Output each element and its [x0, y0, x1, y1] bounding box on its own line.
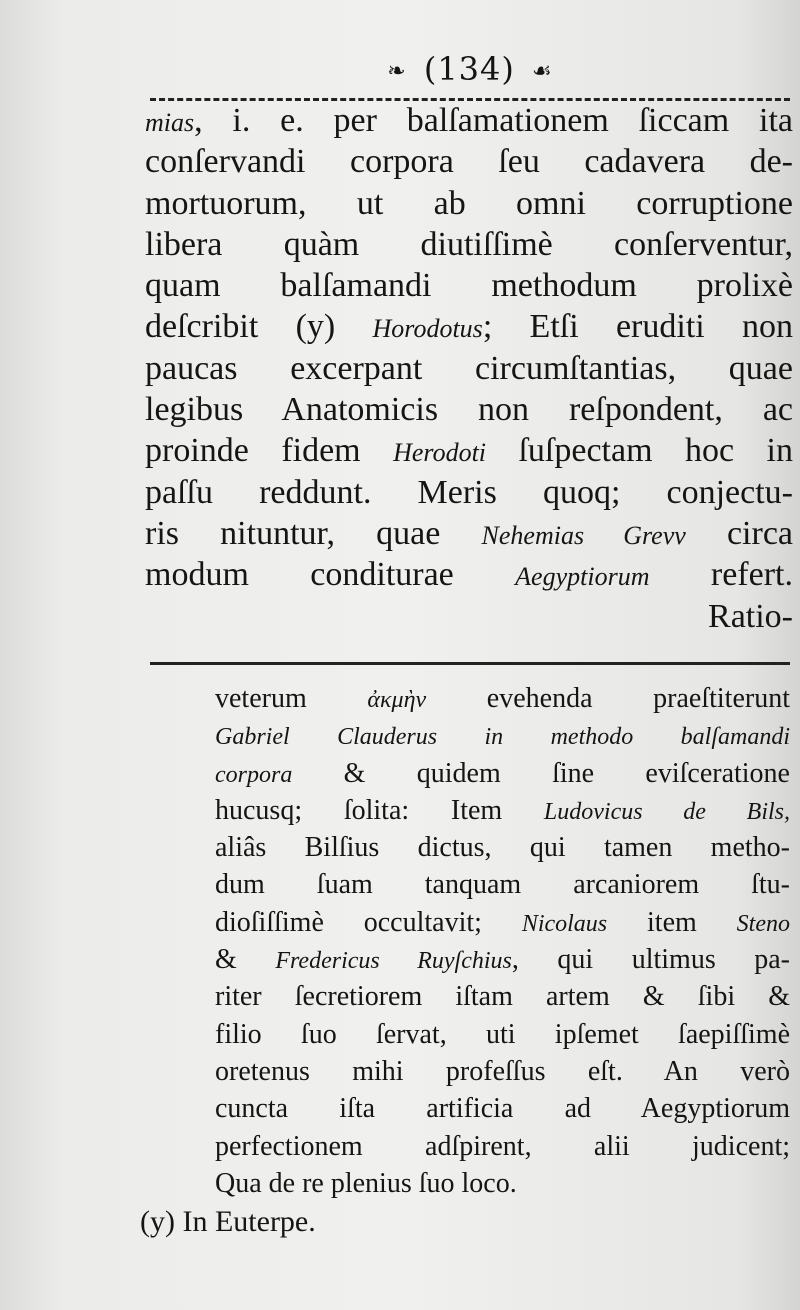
left-ornament-icon: ❧ — [387, 59, 407, 84]
footnote-line: dum ſuam tanquam arcaniorem ſtu- — [215, 869, 790, 901]
footnote-line: dioſiſſimè occultavit; Nicolaus item Steno — [215, 906, 790, 938]
footnote-text — [215, 680, 790, 1202]
text-line: paucas excerpant circumſtantias, quae — [145, 349, 793, 387]
footnote-rule — [150, 662, 790, 665]
text-line: modum conditurae Aegyptiorum refert. — [145, 556, 793, 594]
text-line: ris nituntur, quae Nehemias Grevv circa — [145, 514, 793, 552]
footnote-line: aliâs Bilſius dictus, qui tamen metho- — [215, 832, 790, 864]
footnote-line: Gabriel Clauderus in methodo balſamandi — [215, 724, 790, 751]
footnote-line: Qua de re plenius ſuo loco. — [215, 1167, 517, 1199]
text-line: proinde fidem Herodoti ſuſpectam hoc in — [145, 432, 793, 470]
text-line: libera quàm diutiſſimè conſerventur, — [145, 225, 793, 263]
text-line: legibus Anatomicis non reſpondent, ac — [145, 391, 793, 429]
footnote-line: perfectionem adſpirent, alii judicent; — [215, 1130, 790, 1162]
footnote-line: & Fredericus Ruyſchius, qui ultimus pa- — [215, 944, 791, 976]
footnote-line: corpora & quidem ſine eviſceratione — [215, 757, 790, 789]
text-line: conſervandi corpora ſeu cadavera de- — [145, 143, 793, 181]
text-line: quam balſamandi methodum prolixè — [145, 267, 793, 305]
footnote-line: riter ſecretiorem iſtam artem & ſibi & — [215, 981, 790, 1013]
text-line: mortuorum, ut ab omni corruptione — [145, 184, 793, 222]
footnote-line: hucusq; ſolita: Item Ludovicus de Bils, — [215, 794, 790, 826]
text-line: deſcribit (y) Horodotus; Etſi eruditi non — [145, 308, 793, 346]
page-header — [150, 50, 790, 90]
footnote-reference: (y) In Euterpe. — [140, 1205, 316, 1238]
main-text — [145, 100, 793, 637]
right-ornament-icon: ☙ — [532, 59, 553, 84]
footnote-line: oretenus mihi profeſſus eſt. An verò — [215, 1055, 790, 1087]
text-line: paſſu reddunt. Meris quoq; conjectu- — [145, 473, 793, 511]
footnote-line: veterum ἀκμὴν evehenda praeſtiterunt — [215, 683, 790, 714]
page-number: (134) — [423, 50, 515, 88]
footnote-line: cuncta iſta artificia ad Aegyptiorum — [215, 1093, 790, 1125]
footnote-line: filio ſuo ſervat, uti ipſemet ſaepiſſimè — [215, 1018, 790, 1050]
text-line: mias, i. e. per balſamationem ſiccam ita — [145, 102, 793, 139]
catchword: Ratio- — [708, 597, 793, 635]
